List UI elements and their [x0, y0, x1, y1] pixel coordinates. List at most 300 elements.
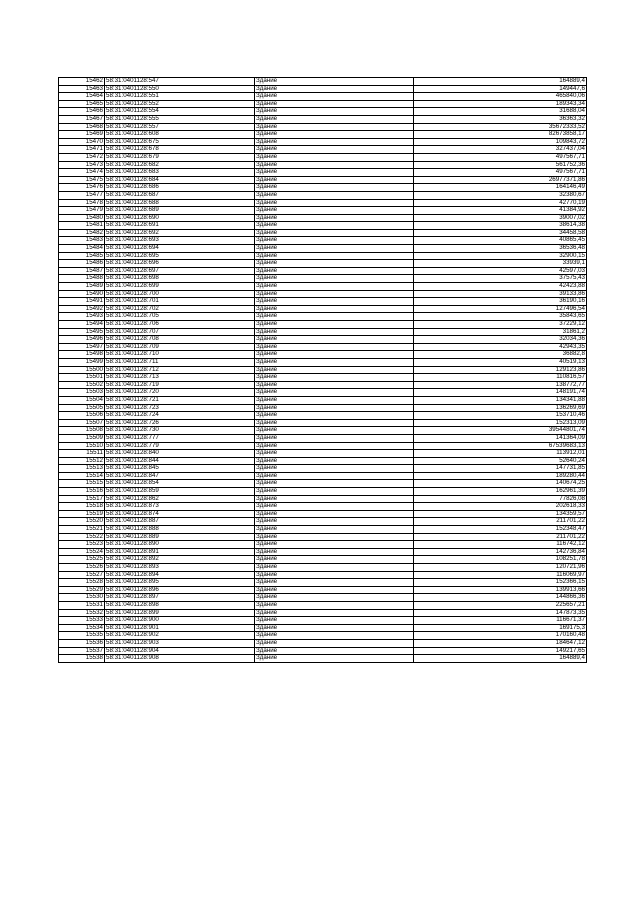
cadastral-number: 58:31:0401128:705	[105, 313, 255, 321]
row-number: 15462	[59, 78, 105, 86]
cadastral-number: 58:31:0401128:724	[105, 412, 255, 420]
row-number: 15511	[59, 450, 105, 458]
table-row	[59, 579, 587, 587]
row-number: 15502	[59, 381, 105, 389]
cadastral-number: 58:31:0401128:889	[105, 533, 255, 541]
table-row	[59, 328, 587, 336]
table-row	[59, 609, 587, 617]
cadastral-value: 139913,66	[414, 586, 587, 594]
object-type: Здание	[255, 207, 414, 215]
cadastral-number: 58:31:0401128:701	[105, 298, 255, 306]
cadastral-number: 58:31:0401128:887	[105, 518, 255, 526]
cadastral-value: 134341,88	[414, 396, 587, 404]
object-type: Здание	[255, 93, 414, 101]
cadastral-value: 35672333,52	[414, 123, 587, 131]
row-number: 15496	[59, 336, 105, 344]
table-row	[59, 533, 587, 541]
table-row	[59, 617, 587, 625]
cadastral-value: 42597,03	[414, 267, 587, 275]
cadastral-value: 164889,4	[414, 78, 587, 86]
row-number: 15524	[59, 548, 105, 556]
object-type: Здание	[255, 313, 414, 321]
object-type: Здание	[255, 146, 414, 154]
row-number: 15516	[59, 488, 105, 496]
object-type: Здание	[255, 389, 414, 397]
object-type: Здание	[255, 396, 414, 404]
cadastral-number: 58:31:0401128:904	[105, 647, 255, 655]
cadastral-value: 327437,04	[414, 146, 587, 154]
row-number: 15463	[59, 85, 105, 93]
cadastral-number: 58:31:0401128:691	[105, 222, 255, 230]
row-number: 15467	[59, 115, 105, 123]
row-number: 15470	[59, 138, 105, 146]
cadastral-number: 58:31:0401128:706	[105, 321, 255, 329]
cadastral-value: 164889,4	[414, 655, 587, 663]
cadastral-number: 58:31:0401128:844	[105, 457, 255, 465]
cadastral-value: 32034,36	[414, 336, 587, 344]
table-row	[59, 313, 587, 321]
object-type: Здание	[255, 488, 414, 496]
row-number: 15499	[59, 358, 105, 366]
cadastral-number: 58:31:0401128:854	[105, 480, 255, 488]
table-row	[59, 564, 587, 572]
cadastral-value: 152366,15	[414, 579, 587, 587]
cadastral-number: 58:31:0401128:898	[105, 601, 255, 609]
object-type: Здание	[255, 85, 414, 93]
cadastral-value: 211701,22	[414, 518, 587, 526]
row-number: 15504	[59, 396, 105, 404]
cadastral-number: 58:31:0401128:694	[105, 245, 255, 253]
cadastral-number: 58:31:0401128:712	[105, 366, 255, 374]
cadastral-value: 36190,16	[414, 298, 587, 306]
cadastral-value: 152313,09	[414, 419, 587, 427]
object-type: Здание	[255, 632, 414, 640]
row-number: 15495	[59, 328, 105, 336]
row-number: 15469	[59, 131, 105, 139]
table-row	[59, 343, 587, 351]
row-number: 15530	[59, 594, 105, 602]
row-number: 15478	[59, 199, 105, 207]
object-type: Здание	[255, 586, 414, 594]
cadastral-value: 465840,06	[414, 93, 587, 101]
object-type: Здание	[255, 343, 414, 351]
cadastral-number: 58:31:0401128:690	[105, 214, 255, 222]
table-row	[59, 146, 587, 154]
object-type: Здание	[255, 267, 414, 275]
row-number: 15486	[59, 260, 105, 268]
cadastral-number: 58:31:0401128:688	[105, 199, 255, 207]
cadastral-value: 138772,77	[414, 381, 587, 389]
row-number: 15509	[59, 434, 105, 442]
cadastral-value: 189343,34	[414, 100, 587, 108]
table-row	[59, 176, 587, 184]
cadastral-number: 58:31:0401128:874	[105, 510, 255, 518]
table-body	[59, 78, 587, 663]
cadastral-value: 162961,39	[414, 488, 587, 496]
object-type: Здание	[255, 123, 414, 131]
object-type: Здание	[255, 457, 414, 465]
object-type: Здание	[255, 283, 414, 291]
object-type: Здание	[255, 465, 414, 473]
cadastral-value: 140674,25	[414, 480, 587, 488]
object-type: Здание	[255, 108, 414, 116]
table-row	[59, 571, 587, 579]
table-row	[59, 351, 587, 359]
object-type: Здание	[255, 184, 414, 192]
object-type: Здание	[255, 412, 414, 420]
cadastral-number: 58:31:0401128:550	[105, 85, 255, 93]
row-number: 15468	[59, 123, 105, 131]
cadastral-value: 116069,97	[414, 571, 587, 579]
cadastral-number: 58:31:0401128:908	[105, 655, 255, 663]
table-row	[59, 465, 587, 473]
table-row	[59, 381, 587, 389]
table-row	[59, 336, 587, 344]
object-type: Здание	[255, 655, 414, 663]
cadastral-value: 149447,6	[414, 85, 587, 93]
row-number: 15523	[59, 541, 105, 549]
object-type: Здание	[255, 609, 414, 617]
table-row	[59, 199, 587, 207]
cadastral-number: 58:31:0401128:555	[105, 115, 255, 123]
row-number: 15520	[59, 518, 105, 526]
object-type: Здание	[255, 427, 414, 435]
cadastral-value: 32380,67	[414, 191, 587, 199]
table-row	[59, 123, 587, 131]
cadastral-value: 147873,35	[414, 609, 587, 617]
row-number: 15519	[59, 510, 105, 518]
table-row	[59, 290, 587, 298]
row-number: 15529	[59, 586, 105, 594]
object-type: Здание	[255, 526, 414, 534]
object-type: Здание	[255, 78, 414, 86]
row-number: 15480	[59, 214, 105, 222]
cadastral-value: 39007,02	[414, 214, 587, 222]
object-type: Здание	[255, 374, 414, 382]
cadastral-number: 58:31:0401128:696	[105, 260, 255, 268]
cadastral-value: 35843,65	[414, 313, 587, 321]
object-type: Здание	[255, 579, 414, 587]
cadastral-number: 58:31:0401128:711	[105, 358, 255, 366]
cadastral-number: 58:31:0401128:686	[105, 184, 255, 192]
table-row	[59, 472, 587, 480]
object-type: Здание	[255, 169, 414, 177]
cadastral-value: 36882,8	[414, 351, 587, 359]
object-type: Здание	[255, 571, 414, 579]
cadastral-number: 58:31:0401128:719	[105, 381, 255, 389]
cadastral-value: 170160,48	[414, 632, 587, 640]
table-row	[59, 229, 587, 237]
row-number: 15475	[59, 176, 105, 184]
document-page	[58, 77, 585, 663]
table-row	[59, 389, 587, 397]
row-number: 15503	[59, 389, 105, 397]
object-type: Здание	[255, 191, 414, 199]
table-row	[59, 85, 587, 93]
table-row	[59, 252, 587, 260]
cadastral-value: 497567,71	[414, 153, 587, 161]
object-type: Здание	[255, 541, 414, 549]
table-row	[59, 457, 587, 465]
cadastral-number: 58:31:0401128:689	[105, 207, 255, 215]
row-number: 15528	[59, 579, 105, 587]
cadastral-value: 149217,65	[414, 647, 587, 655]
object-type: Здание	[255, 472, 414, 480]
cadastral-number: 58:31:0401128:900	[105, 617, 255, 625]
cadastral-value: 77826,08	[414, 495, 587, 503]
table-row	[59, 412, 587, 420]
row-number: 15472	[59, 153, 105, 161]
table-row	[59, 632, 587, 640]
row-number: 15533	[59, 617, 105, 625]
object-type: Здание	[255, 336, 414, 344]
table-row	[59, 518, 587, 526]
cadastral-value: 561752,36	[414, 161, 587, 169]
cadastral-value: 33939,1	[414, 260, 587, 268]
cadastral-value: 225657,21	[414, 601, 587, 609]
cadastral-value: 120721,96	[414, 564, 587, 572]
cadastral-number: 58:31:0401128:896	[105, 586, 255, 594]
cadastral-value: 109843,72	[414, 138, 587, 146]
table-row	[59, 434, 587, 442]
row-number: 15525	[59, 556, 105, 564]
row-number: 15534	[59, 624, 105, 632]
cadastral-value: 41384,92	[414, 207, 587, 215]
cadastral-number: 58:31:0401128:845	[105, 465, 255, 473]
row-number: 15512	[59, 457, 105, 465]
row-number: 15481	[59, 222, 105, 230]
cadastral-value: 82673858,17	[414, 131, 587, 139]
table-row	[59, 601, 587, 609]
table-row	[59, 655, 587, 663]
cadastral-number: 58:31:0401128:726	[105, 419, 255, 427]
row-number: 15518	[59, 503, 105, 511]
row-number: 15473	[59, 161, 105, 169]
cadastral-number: 58:31:0401128:552	[105, 100, 255, 108]
cadastral-value: 37229,12	[414, 321, 587, 329]
row-number: 15493	[59, 313, 105, 321]
table-row	[59, 586, 587, 594]
object-type: Здание	[255, 115, 414, 123]
cadastral-number: 58:31:0401128:894	[105, 571, 255, 579]
cadastral-value: 40865,45	[414, 237, 587, 245]
row-number: 15464	[59, 93, 105, 101]
row-number: 15494	[59, 321, 105, 329]
row-number: 15477	[59, 191, 105, 199]
object-type: Здание	[255, 290, 414, 298]
row-number: 15466	[59, 108, 105, 116]
table-row	[59, 184, 587, 192]
object-type: Здание	[255, 518, 414, 526]
cadastral-number: 58:31:0401128:779	[105, 442, 255, 450]
table-row	[59, 404, 587, 412]
object-type: Здание	[255, 639, 414, 647]
cadastral-value: 184647,12	[414, 639, 587, 647]
row-number: 15482	[59, 229, 105, 237]
cadastral-value: 52640,24	[414, 457, 587, 465]
table-row	[59, 556, 587, 564]
cadastral-number: 58:31:0401128:693	[105, 237, 255, 245]
cadastral-number: 58:31:0401128:723	[105, 404, 255, 412]
row-number: 15527	[59, 571, 105, 579]
table-row	[59, 526, 587, 534]
object-type: Здание	[255, 419, 414, 427]
cadastral-value: 141364,09	[414, 434, 587, 442]
cadastral-number: 58:31:0401128:859	[105, 488, 255, 496]
table-row	[59, 153, 587, 161]
cadastral-value: 136269,69	[414, 404, 587, 412]
table-row	[59, 450, 587, 458]
table-row	[59, 647, 587, 655]
cadastral-number: 58:31:0401128:710	[105, 351, 255, 359]
object-type: Здание	[255, 199, 414, 207]
cadastral-value: 42770,19	[414, 199, 587, 207]
cadastral-number: 58:31:0401128:695	[105, 252, 255, 260]
row-number: 15471	[59, 146, 105, 154]
row-number: 15537	[59, 647, 105, 655]
table-row	[59, 214, 587, 222]
table-row	[59, 275, 587, 283]
cadastral-number: 58:31:0401128:675	[105, 138, 255, 146]
row-number: 15513	[59, 465, 105, 473]
object-type: Здание	[255, 495, 414, 503]
row-number: 15491	[59, 298, 105, 306]
table-row	[59, 207, 587, 215]
cadastral-number: 58:31:0401128:895	[105, 579, 255, 587]
cadastral-number: 58:31:0401128:902	[105, 632, 255, 640]
table-row	[59, 510, 587, 518]
cadastral-number: 58:31:0401128:702	[105, 305, 255, 313]
table-row	[59, 374, 587, 382]
object-type: Здание	[255, 450, 414, 458]
row-number: 15514	[59, 472, 105, 480]
cadastral-number: 58:31:0401128:893	[105, 564, 255, 572]
row-number: 15522	[59, 533, 105, 541]
row-number: 15488	[59, 275, 105, 283]
object-type: Здание	[255, 366, 414, 374]
object-type: Здание	[255, 321, 414, 329]
object-type: Здание	[255, 176, 414, 184]
row-number: 15506	[59, 412, 105, 420]
cadastral-number: 58:31:0401128:730	[105, 427, 255, 435]
table-row	[59, 169, 587, 177]
row-number: 15476	[59, 184, 105, 192]
row-number: 15500	[59, 366, 105, 374]
cadastral-number: 58:31:0401128:692	[105, 229, 255, 237]
object-type: Здание	[255, 510, 414, 518]
cadastral-number: 58:31:0401128:890	[105, 541, 255, 549]
object-type: Здание	[255, 229, 414, 237]
cadastral-value: 31688,04	[414, 108, 587, 116]
table-row	[59, 396, 587, 404]
table-row	[59, 541, 587, 549]
cadastral-number: 58:31:0401128:891	[105, 548, 255, 556]
cadastral-number: 58:31:0401128:847	[105, 472, 255, 480]
object-type: Здание	[255, 503, 414, 511]
cadastral-number: 58:31:0401128:678	[105, 146, 255, 154]
table-row	[59, 237, 587, 245]
cadastral-number: 58:31:0401128:699	[105, 283, 255, 291]
row-number: 15485	[59, 252, 105, 260]
row-number: 15492	[59, 305, 105, 313]
cadastral-value: 34458,58	[414, 229, 587, 237]
object-type: Здание	[255, 328, 414, 336]
object-type: Здание	[255, 245, 414, 253]
table-row	[59, 298, 587, 306]
cadastral-number: 58:31:0401128:554	[105, 108, 255, 116]
row-number: 15474	[59, 169, 105, 177]
object-type: Здание	[255, 434, 414, 442]
cadastral-number: 58:31:0401128:551	[105, 93, 255, 101]
object-type: Здание	[255, 305, 414, 313]
cadastral-number: 58:31:0401128:892	[105, 556, 255, 564]
cadastral-number: 58:31:0401128:679	[105, 153, 255, 161]
row-number: 15508	[59, 427, 105, 435]
table-row	[59, 305, 587, 313]
table-row	[59, 100, 587, 108]
cadastral-value: 40519,13	[414, 358, 587, 366]
cadastral-number: 58:31:0401128:777	[105, 434, 255, 442]
row-number: 15531	[59, 601, 105, 609]
object-type: Здание	[255, 381, 414, 389]
cadastral-number: 58:31:0401128:713	[105, 374, 255, 382]
cadastral-value: 202618,33	[414, 503, 587, 511]
cadastral-value: 497567,71	[414, 169, 587, 177]
cadastral-number: 58:31:0401128:897	[105, 594, 255, 602]
object-type: Здание	[255, 131, 414, 139]
row-number: 15479	[59, 207, 105, 215]
cadastral-value: 36536,48	[414, 245, 587, 253]
row-number: 15536	[59, 639, 105, 647]
object-type: Здание	[255, 358, 414, 366]
cadastral-value: 169175,3	[414, 624, 587, 632]
table-row	[59, 260, 587, 268]
cadastral-value: 42943,35	[414, 343, 587, 351]
object-type: Здание	[255, 260, 414, 268]
cadastral-value: 164146,49	[414, 184, 587, 192]
cadastral-number: 58:31:0401128:709	[105, 343, 255, 351]
cadastral-number: 58:31:0401128:862	[105, 495, 255, 503]
cadastral-number: 58:31:0401128:682	[105, 161, 255, 169]
object-type: Здание	[255, 298, 414, 306]
cadastral-value: 110816,57	[414, 374, 587, 382]
object-type: Здание	[255, 594, 414, 602]
cadastral-number: 58:31:0401128:899	[105, 609, 255, 617]
table-row	[59, 442, 587, 450]
row-number: 15505	[59, 404, 105, 412]
table-row	[59, 480, 587, 488]
cadastral-number: 58:31:0401128:901	[105, 624, 255, 632]
cadastral-number: 58:31:0401128:698	[105, 275, 255, 283]
cadastral-value: 67539683,13	[414, 442, 587, 450]
cadastral-value: 189280,44	[414, 472, 587, 480]
table-row	[59, 283, 587, 291]
row-number: 15465	[59, 100, 105, 108]
cadastral-value: 26977371,86	[414, 176, 587, 184]
row-number: 15521	[59, 526, 105, 534]
table-row	[59, 624, 587, 632]
table-row	[59, 548, 587, 556]
object-type: Здание	[255, 275, 414, 283]
cadastral-number: 58:31:0401128:721	[105, 396, 255, 404]
cadastral-value: 116742,12	[414, 541, 587, 549]
cadastral-value: 32900,15	[414, 252, 587, 260]
cadastral-value: 36363,32	[414, 115, 587, 123]
table-row	[59, 503, 587, 511]
object-type: Здание	[255, 138, 414, 146]
object-type: Здание	[255, 214, 414, 222]
object-type: Здание	[255, 556, 414, 564]
